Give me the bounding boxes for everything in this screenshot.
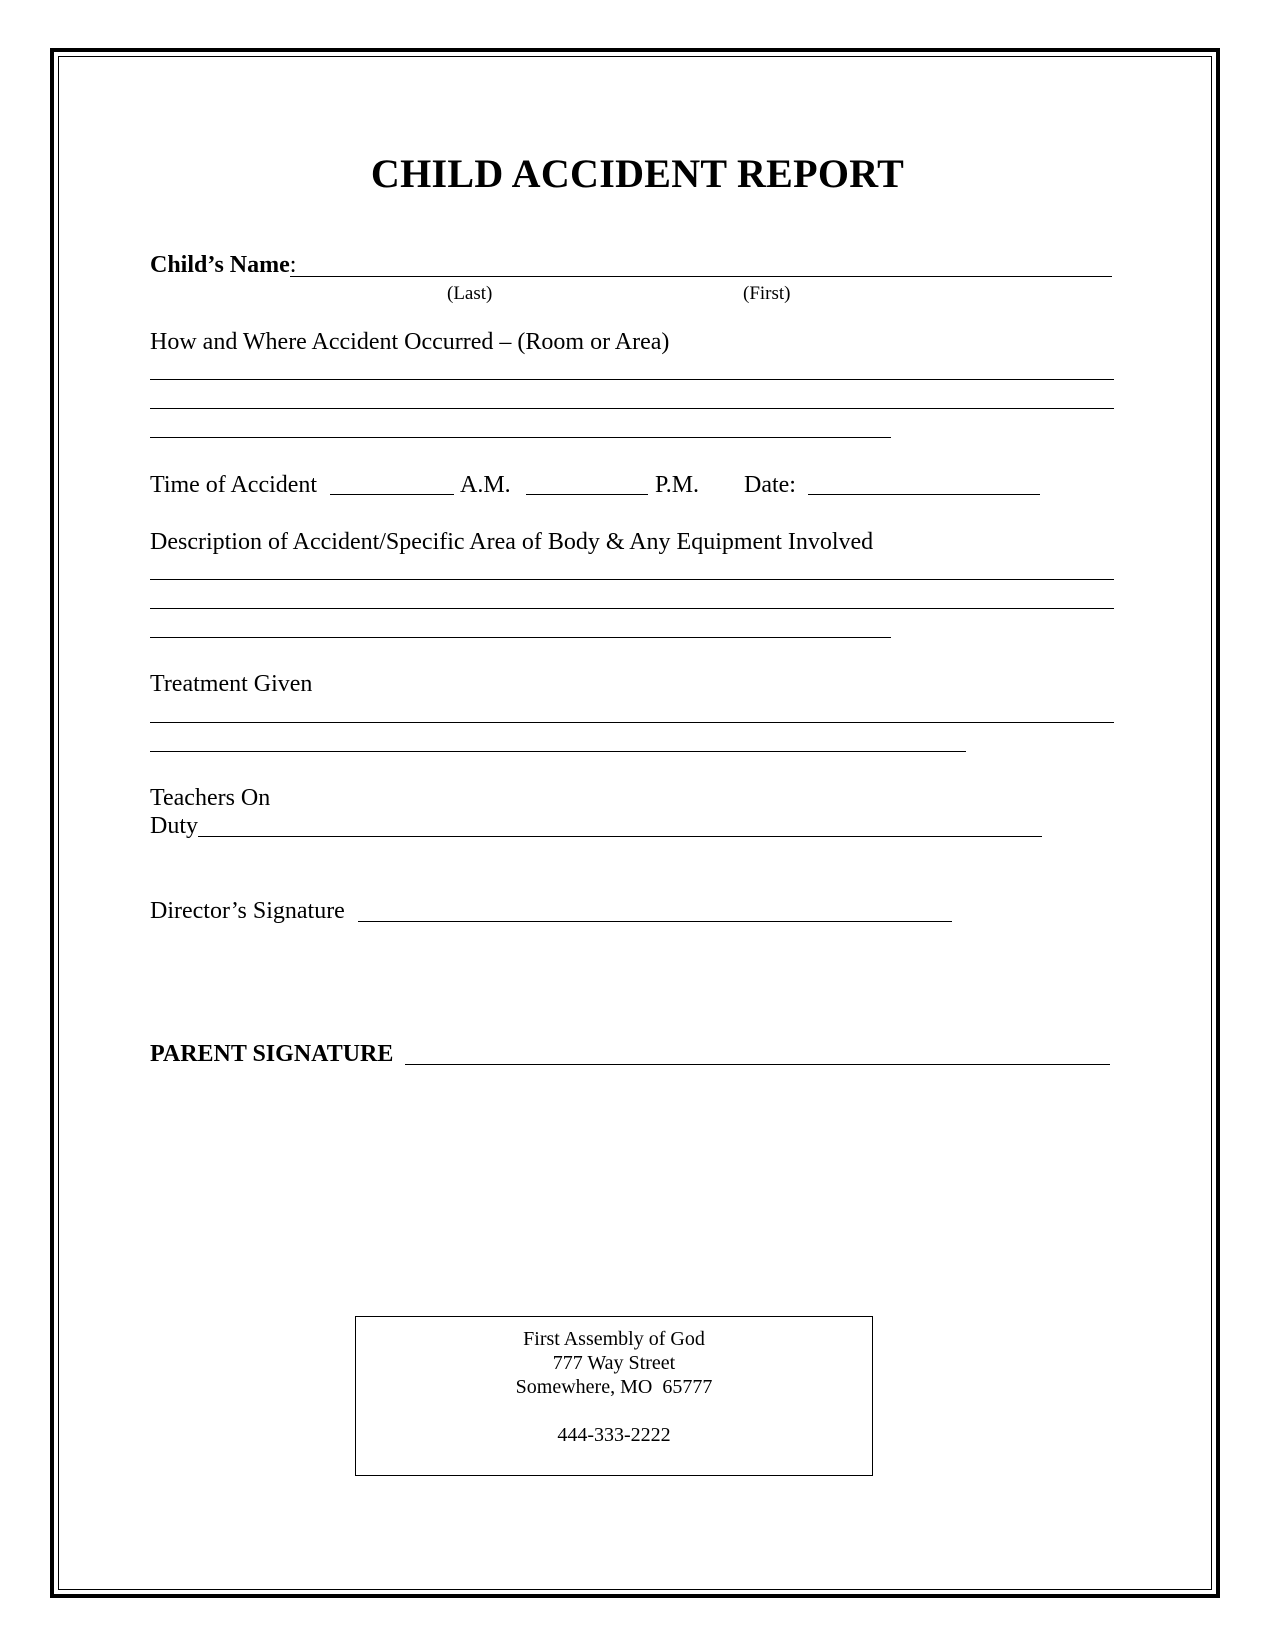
- date-label: Date:: [744, 472, 796, 498]
- treatment-line-1[interactable]: [150, 722, 1114, 723]
- am-label: A.M.: [460, 472, 511, 498]
- description-label: Description of Accident/Specific Area of Body & Any Equipment Involved: [150, 529, 874, 555]
- first-name-hint: (First): [743, 283, 791, 304]
- how-where-line-1[interactable]: [150, 379, 1114, 380]
- how-where-label: How and Where Accident Occurred – (Room or Area): [150, 329, 670, 355]
- teachers-on-duty-field[interactable]: [198, 836, 1042, 837]
- childs-name-colon: :: [289, 252, 297, 278]
- date-field[interactable]: [808, 494, 1040, 495]
- address-box: [355, 1316, 873, 1476]
- description-line-2[interactable]: [150, 608, 1114, 609]
- director-signature-label: Director’s Signature: [150, 898, 345, 924]
- time-pm-field[interactable]: [526, 494, 648, 495]
- description-line-3[interactable]: [150, 637, 891, 638]
- childs-name-field[interactable]: [290, 276, 1112, 277]
- teachers-label-line2: Duty: [150, 813, 198, 839]
- childs-name-label: Child’s Name: [150, 252, 290, 278]
- time-label: Time of Accident: [150, 472, 318, 498]
- teachers-label-line1: Teachers On: [150, 785, 271, 811]
- description-line-1[interactable]: [150, 579, 1114, 580]
- treatment-label: Treatment Given: [150, 671, 313, 697]
- childs-name-row: [150, 252, 296, 279]
- treatment-line-2[interactable]: [150, 751, 966, 752]
- pm-label: P.M.: [655, 472, 700, 498]
- how-where-line-3[interactable]: [150, 437, 891, 438]
- parent-signature-field[interactable]: [405, 1064, 1110, 1065]
- address-spacer: [356, 1399, 872, 1423]
- time-am-field[interactable]: [330, 494, 454, 495]
- how-where-line-2[interactable]: [150, 408, 1114, 409]
- page-title: CHILD ACCIDENT REPORT: [370, 151, 905, 196]
- address-city: Somewhere, MO 65777: [515, 1376, 713, 1398]
- director-signature-field[interactable]: [358, 921, 952, 922]
- address-phone: 444-333-2222: [557, 1424, 671, 1446]
- last-name-hint: (Last): [447, 283, 493, 304]
- address-street: 777 Way Street: [552, 1352, 676, 1374]
- parent-signature-label: PARENT SIGNATURE: [150, 1041, 394, 1067]
- address-org: First Assembly of God: [523, 1328, 705, 1350]
